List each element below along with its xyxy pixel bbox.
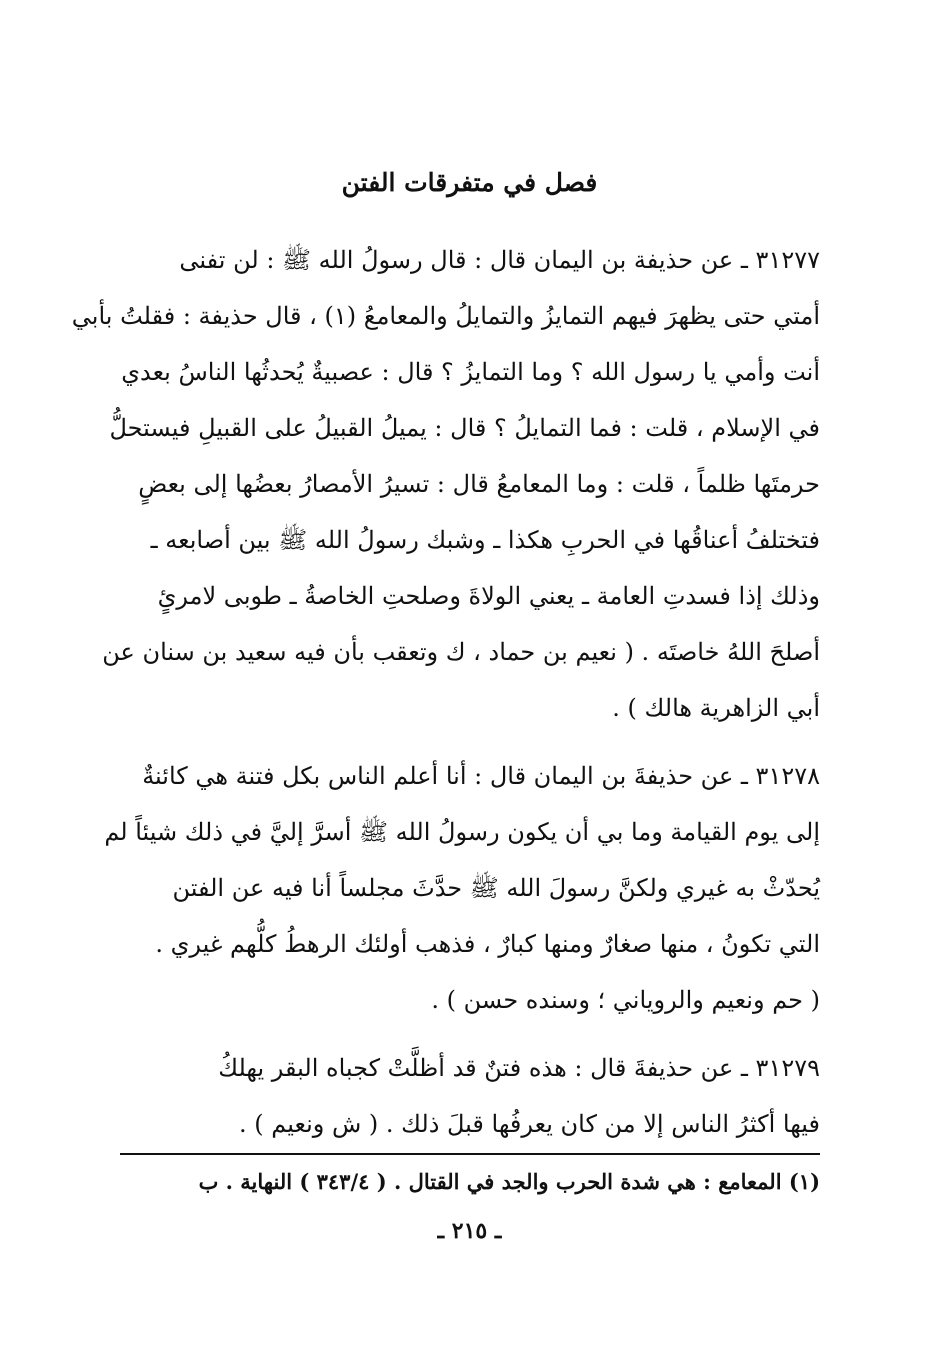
text-line: ٣١٢٧٧ ـ عن حذيفة بن اليمان قال : قال رسولُ الله ﷺ : لن تفنى: [179, 246, 820, 274]
text-line: فيها أكثرُ الناس إلا من كان يعرفُها قبلَ ذلك . ( ش ونعيم ) .: [239, 1110, 820, 1138]
text-line: يُحدّثْ به غيري ولكنَّ رسولَ الله ﷺ حدَّثَ مجلساً أنا فيه عن الفتن: [172, 874, 820, 902]
text-line: أصلحَ اللهُ خاصتَه . ( نعيم بن حماد ، ك وتعقب بأن فيه سعيد بن سنان عن: [102, 638, 820, 666]
hadith-31277: [71, 232, 820, 736]
text-line: حرمتَها ظلماً ، قلت : وما المعامعُ قال : تسيرُ الأمصارُ بعضُها إلى بعضٍ: [138, 470, 820, 498]
section-title: فصل في متفرقات الفتن: [341, 168, 598, 197]
text-line: فتختلفُ أعناقُها في الحربِ هكذا ـ وشبك رسولُ الله ﷺ بين أصابعه ـ: [150, 526, 820, 554]
text-line: أبي الزاهرية هالك ) .: [612, 694, 820, 722]
page-number: ـ ٢١٥ ـ: [437, 1218, 502, 1244]
text-line: التي تكونُ ، منها صغارٌ ومنها كبارٌ ، فذهب أولئك الرهطُ كلُّهم غيري .: [155, 930, 820, 958]
text-line: في الإسلام ، قلت : فما التمايلُ ؟ قال : يميلُ القبيلُ على القبيلِ فيستحلُّ: [109, 414, 820, 442]
footnote-divider: [120, 1153, 820, 1155]
text-line: إلى يوم القيامة وما بي أن يكون رسولُ الله ﷺ أسرَّ إليَّ في ذلك شيئاً لم: [104, 818, 820, 846]
text-line: وذلك إذا فسدتِ العامة ـ يعني الولاةَ وصلحتِ الخاصةُ ـ طوبى لامرئٍ: [157, 582, 820, 610]
text-line: ٣١٢٧٨ ـ عن حذيفةَ بن اليمان قال : أنا أعلم الناس بكل فتنة هي كائنةٌ: [142, 762, 820, 790]
hadith-31278: [104, 748, 820, 1028]
text-line: ( حم ونعيم والروياني ؛ وسنده حسن ) .: [431, 986, 820, 1014]
text-line: أمتي حتى يظهرَ فيهم التمايزُ والتمايلُ والمعامعُ (١) ، قال حذيفة : فقلتُ بأبي: [71, 302, 820, 330]
text-line: أنت وأمي يا رسول الله ؟ وما التمايزُ ؟ قال : عصبيةٌ يُحدثُها الناسُ بعدي: [121, 358, 820, 386]
hadith-31279: [120, 1040, 820, 1152]
footnote: (١) المعامع : هي شدة الحرب والجد في القتال . ( ٣٤٣/٤ ) النهاية . ب: [198, 1169, 820, 1194]
text-line: ٣١٢٧٩ ـ عن حذيفةَ قال : هذه فتنٌ قد أظلَّتْ كجباه البقر يهلكُ: [218, 1054, 820, 1082]
